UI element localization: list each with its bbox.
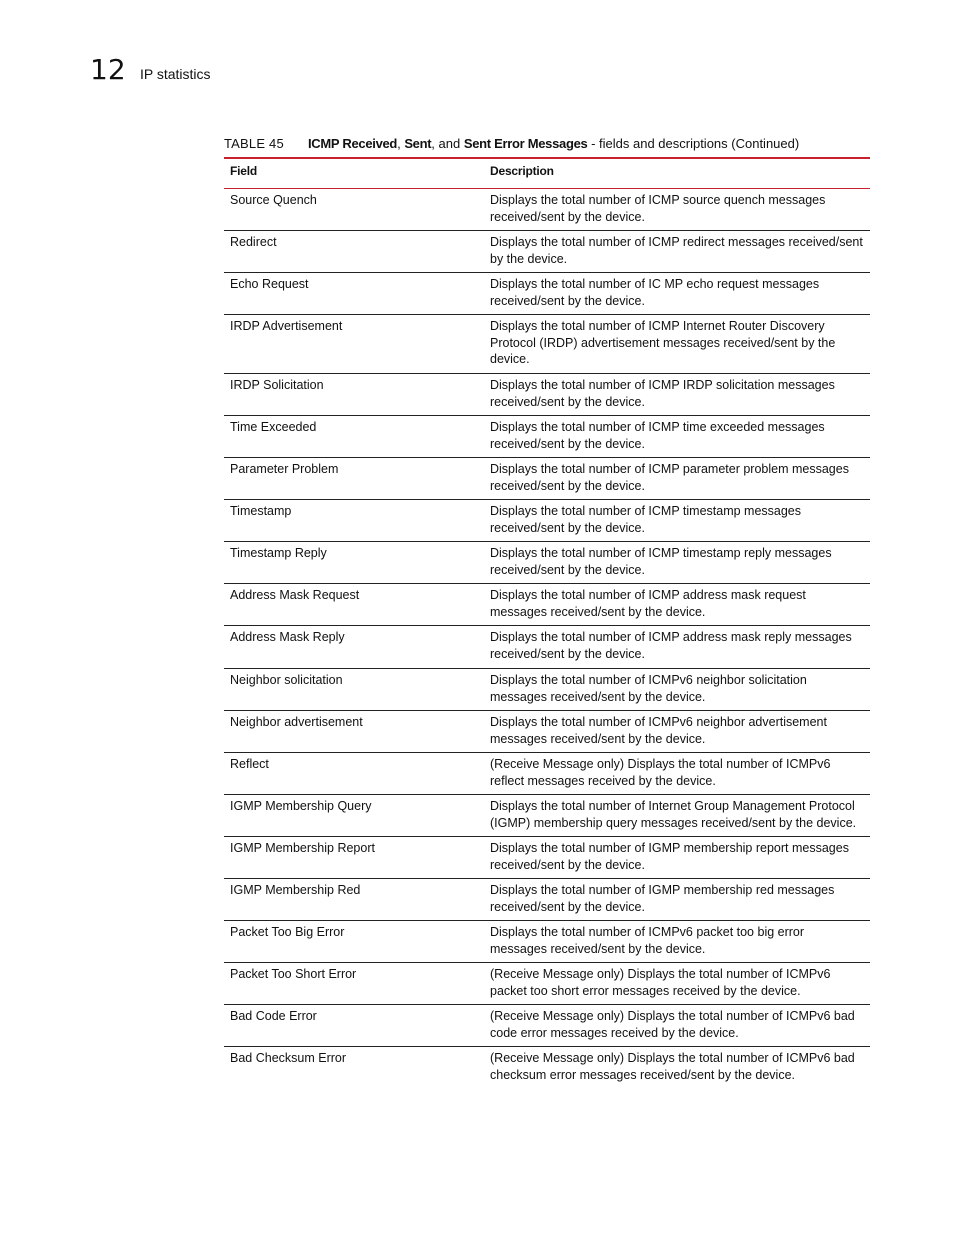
cell-field: Packet Too Big Error bbox=[230, 925, 345, 939]
cell-description: Displays the total number of ICMPv6 packet too big error messages received/sent by the device. bbox=[490, 925, 805, 956]
cell-description: Displays the total number of ICMP IRDP solicitation messages received/sent by the device. bbox=[490, 378, 835, 409]
cell-field: IGMP Membership Report bbox=[230, 841, 375, 855]
caption-part: Sent bbox=[404, 136, 432, 151]
cell-field: IGMP Membership Red bbox=[230, 883, 361, 897]
cell-description: (Receive Message only) Displays the total number of ICMPv6 reflect messages received by the device. bbox=[490, 757, 831, 788]
table-row bbox=[224, 669, 870, 711]
cell-description: Displays the total number of ICMP parameter problem messages received/sent by the device. bbox=[490, 462, 849, 493]
cell-field: Bad Checksum Error bbox=[230, 1051, 347, 1065]
table-row bbox=[224, 837, 870, 879]
cell-description: Displays the total number of ICMP timestamp messages received/sent by the device. bbox=[490, 504, 802, 535]
cell-description: Displays the total number of IC MP echo request messages received/sent by the device. bbox=[490, 277, 820, 308]
cell-field: Parameter Problem bbox=[230, 462, 339, 476]
cell-field: IGMP Membership Query bbox=[230, 799, 372, 813]
caption-part: , and bbox=[431, 136, 464, 151]
table-row bbox=[224, 963, 870, 1005]
cell-description: Displays the total number of ICMPv6 neighbor advertisement messages received/sent by the device. bbox=[490, 715, 827, 746]
table-row bbox=[224, 500, 870, 542]
cell-field: Time Exceeded bbox=[230, 420, 317, 434]
cell-description: Displays the total number of ICMP address mask request messages received/sent by the device. bbox=[490, 588, 806, 619]
cell-description: Displays the total number of ICMP time exceeded messages received/sent by the device. bbox=[490, 420, 825, 451]
cell-field: Source Quench bbox=[230, 193, 317, 207]
cell-field: Redirect bbox=[230, 235, 277, 249]
cell-field: Packet Too Short Error bbox=[230, 967, 357, 981]
table-row bbox=[224, 542, 870, 584]
cell-description: Displays the total number of ICMP address mask reply messages received/sent by the device. bbox=[490, 630, 852, 661]
table-row bbox=[224, 416, 870, 458]
table-row bbox=[224, 711, 870, 753]
caption-part: - fields and descriptions (Continued) bbox=[587, 136, 800, 151]
table-row bbox=[224, 753, 870, 795]
fields-table bbox=[224, 157, 870, 1089]
cell-field: IRDP Solicitation bbox=[230, 378, 324, 392]
cell-field: IRDP Advertisement bbox=[230, 319, 343, 333]
table-row bbox=[224, 626, 870, 669]
table-caption bbox=[224, 135, 870, 153]
cell-field: Bad Code Error bbox=[230, 1009, 317, 1023]
cell-description: (Receive Message only) Displays the total number of ICMPv6 bad checksum error messages received/sent by the device. bbox=[490, 1051, 855, 1082]
table-label: TABLE 45 bbox=[224, 136, 284, 151]
table-body bbox=[224, 189, 870, 1089]
cell-description: (Receive Message only) Displays the total number of ICMPv6 packet too short error messages received by the device. bbox=[490, 967, 831, 998]
table-row bbox=[224, 315, 870, 374]
cell-description: Displays the total number of ICMPv6 neighbor solicitation messages received/sent by the device. bbox=[490, 673, 807, 704]
cell-field: Neighbor solicitation bbox=[230, 673, 343, 687]
chapter-number: 12 bbox=[90, 53, 126, 86]
cell-field: Address Mask Request bbox=[230, 588, 360, 602]
table-row bbox=[224, 1047, 870, 1089]
cell-field: Address Mask Reply bbox=[230, 630, 345, 644]
caption-part: , bbox=[397, 136, 405, 151]
cell-field: Timestamp Reply bbox=[230, 546, 327, 560]
table-row bbox=[224, 1005, 870, 1047]
cell-field: Timestamp bbox=[230, 504, 292, 518]
cell-field: Neighbor advertisement bbox=[230, 715, 363, 729]
cell-field: Reflect bbox=[230, 757, 269, 771]
table-title bbox=[308, 136, 799, 151]
table-row bbox=[224, 879, 870, 921]
table-row bbox=[224, 374, 870, 416]
cell-description: Displays the total number of IGMP membership report messages received/sent by the device. bbox=[490, 841, 849, 872]
table-row bbox=[224, 231, 870, 273]
cell-description: (Receive Message only) Displays the total number of ICMPv6 bad code error messages received by the device. bbox=[490, 1009, 855, 1040]
table-row bbox=[224, 273, 870, 315]
table-row bbox=[224, 795, 870, 837]
chapter-title: IP statistics bbox=[140, 66, 211, 82]
column-header-description: Description bbox=[490, 164, 554, 178]
table-header-row bbox=[224, 159, 870, 189]
cell-description: Displays the total number of Internet Group Management Protocol (IGMP) membership query messages received/sent by the device. bbox=[490, 799, 857, 830]
table-row bbox=[224, 584, 870, 626]
cell-description: Displays the total number of ICMP Internet Router Discovery Protocol (IRDP) advertisement messages received/sent by the device. bbox=[490, 319, 836, 367]
cell-description: Displays the total number of IGMP membership red messages received/sent by the device. bbox=[490, 883, 835, 914]
table-row bbox=[224, 458, 870, 500]
cell-field: Echo Request bbox=[230, 277, 309, 291]
column-header-field: Field bbox=[230, 164, 258, 178]
caption-part: ICMP Received bbox=[308, 136, 398, 151]
cell-description: Displays the total number of ICMP redirect messages received/sent by the device. bbox=[490, 235, 863, 266]
cell-description: Displays the total number of ICMP source quench messages received/sent by the device. bbox=[490, 193, 826, 224]
table-row bbox=[224, 189, 870, 231]
table-row bbox=[224, 921, 870, 963]
caption-part: Sent Error Messages bbox=[463, 136, 588, 151]
cell-description: Displays the total number of ICMP timestamp reply messages received/sent by the device. bbox=[490, 546, 832, 577]
